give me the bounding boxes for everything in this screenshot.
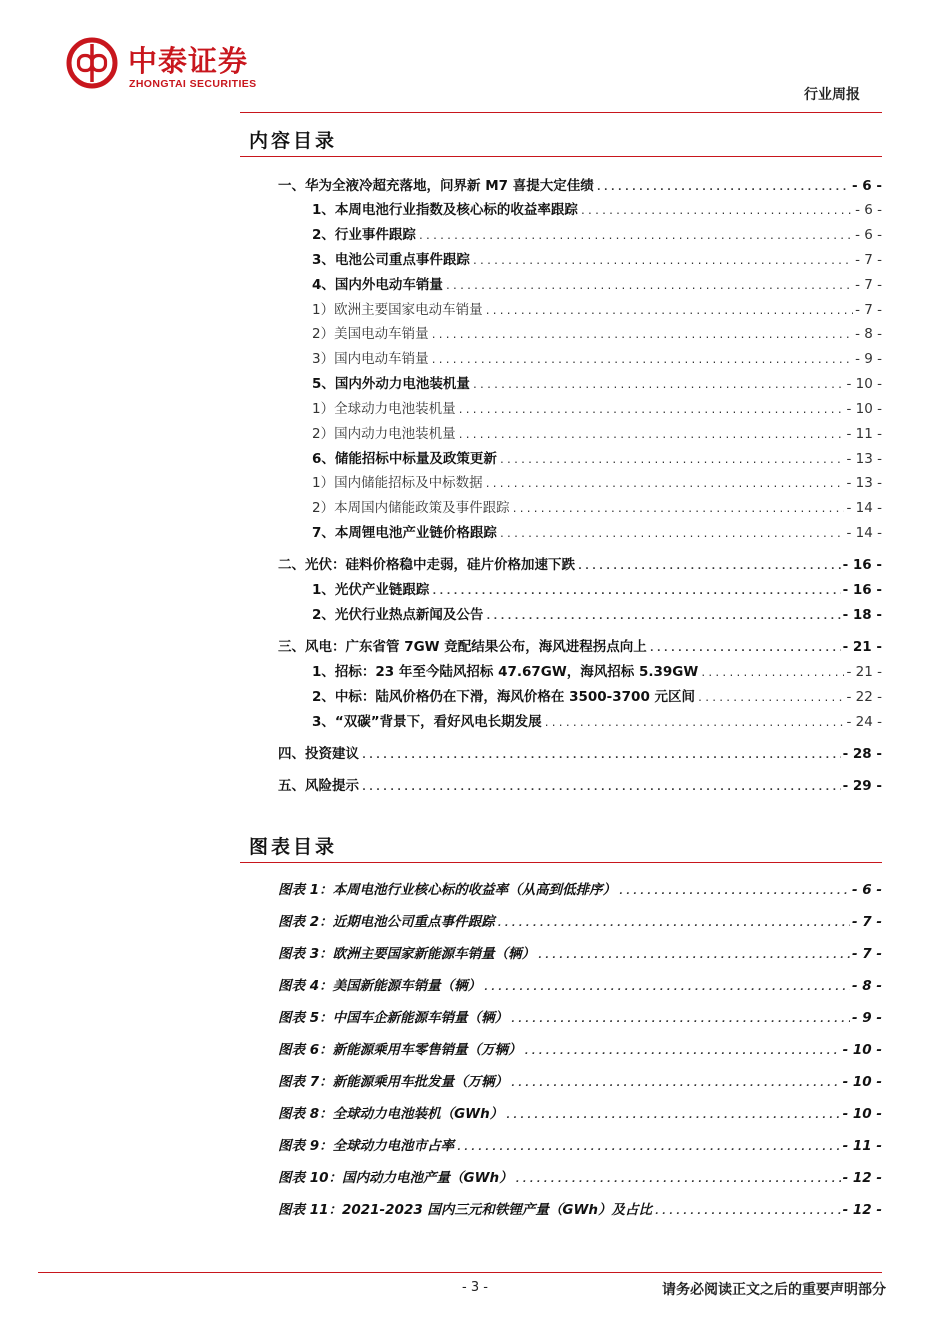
- toc-entry[interactable]: 1、本周电池行业指数及核心标的收益率跟踪 ..... - 6 -: [312, 198, 882, 218]
- header-divider: [240, 112, 882, 113]
- figure-entry[interactable]: 图表 5：中国车企新能源车销量（辆） ..... - 9 -: [278, 1006, 882, 1026]
- toc-entry[interactable]: 1、光伏产业链跟踪 ..... - 16 -: [312, 578, 882, 598]
- figure-entry[interactable]: 图表 9：全球动力电池市占率 ..... - 11 -: [278, 1134, 882, 1154]
- company-logo: [66, 33, 296, 93]
- toc-entry[interactable]: 2、光伏行业热点新闻及公告 ..... - 18 -: [312, 603, 882, 623]
- toc-title: 内容目录: [249, 130, 338, 152]
- figure-entry[interactable]: 图表 10：国内动力电池产量（GWh） ..... - 12 -: [278, 1166, 882, 1186]
- toc-entry[interactable]: 二、光伏：硅料价格稳中走弱，硅片价格加速下跌 ..... - 16 -: [278, 553, 882, 573]
- toc-entry[interactable]: 4、国内外电动车销量 ..... - 7 -: [312, 273, 882, 293]
- footer-disclaimer: 请务必阅读正文之后的重要声明部分: [662, 1282, 886, 1298]
- toc-entry[interactable]: 3）国内电动车销量 ..... - 9 -: [312, 347, 882, 367]
- toc-entry[interactable]: 2、中标：陆风价格仍在下滑，海风价格在 3500-3700 元区间 ..... - 22 -: [312, 685, 882, 705]
- toc-entry[interactable]: 2）国内动力电池装机量 ..... - 11 -: [312, 422, 882, 442]
- figure-entry[interactable]: 图表 3：欧洲主要国家新能源车销量（辆） ..... - 7 -: [278, 942, 882, 962]
- toc-entry[interactable]: 2）本周国内储能政策及事件跟踪 ..... - 14 -: [312, 496, 882, 516]
- toc-entry[interactable]: 1）国内储能招标及中标数据 ..... - 13 -: [312, 471, 882, 491]
- toc-entry[interactable]: 3、“双碳”背景下，看好风电长期发展 ..... - 24 -: [312, 710, 882, 730]
- toc-entry[interactable]: 1）全球动力电池装机量 ..... - 10 -: [312, 397, 882, 417]
- toc-entry[interactable]: 7、本周锂电池产业链价格跟踪 ..... - 14 -: [312, 521, 882, 541]
- toc-entry[interactable]: 五、风险提示 ..... - 29 -: [278, 774, 882, 794]
- toc-entry[interactable]: 3、电池公司重点事件跟踪 ..... - 7 -: [312, 248, 882, 268]
- toc-entry[interactable]: 2）美国电动车销量 ..... - 8 -: [312, 322, 882, 342]
- toc-entry[interactable]: 6、储能招标中标量及政策更新 ..... - 13 -: [312, 447, 882, 467]
- footer-divider: [38, 1272, 882, 1273]
- figure-entry[interactable]: 图表 11：2021-2023 国内三元和铁锂产量（GWh）及占比 ..... - 12 -: [278, 1198, 882, 1218]
- report-type: 行业周报: [804, 87, 860, 103]
- figure-entry[interactable]: 图表 4：美国新能源车销量（辆） ..... - 8 -: [278, 974, 882, 994]
- figures-title: 图表目录: [249, 836, 338, 858]
- logo-english-name: ZHONGTAI SECURITIES: [129, 78, 257, 90]
- toc-entry[interactable]: 2、行业事件跟踪 ..... - 6 -: [312, 223, 882, 243]
- toc-entry[interactable]: 四、投资建议 ..... - 28 -: [278, 742, 882, 762]
- figures-title-divider: [240, 862, 882, 863]
- figure-entry[interactable]: 图表 2：近期电池公司重点事件跟踪 ..... - 7 -: [278, 910, 882, 930]
- figure-entry[interactable]: 图表 1：本周电池行业核心标的收益率（从高到低排序） ..... - 6 -: [278, 878, 882, 898]
- toc-entry[interactable]: 5、国内外动力电池装机量 ..... - 10 -: [312, 372, 882, 392]
- page-number: - 3 -: [462, 1280, 488, 1295]
- toc-title-divider: [240, 156, 882, 157]
- figure-entry[interactable]: 图表 8：全球动力电池装机（GWh） ..... - 10 -: [278, 1102, 882, 1122]
- figure-entry[interactable]: 图表 6：新能源乘用车零售销量（万辆） ..... - 10 -: [278, 1038, 882, 1058]
- figure-entry[interactable]: 图表 7：新能源乘用车批发量（万辆） ..... - 10 -: [278, 1070, 882, 1090]
- toc-entry[interactable]: 1、招标：23 年至今陆风招标 47.67GW，海风招标 5.39GW ..... - 21 -: [312, 660, 882, 680]
- zhongtai-logo-icon: [66, 37, 118, 89]
- toc-entry[interactable]: 三、风电：广东省管 7GW 竞配结果公布，海风进程拐点向上 ..... - 21 -: [278, 635, 882, 655]
- logo-chinese-name: 中泰证券: [128, 44, 249, 78]
- toc-entry[interactable]: 1）欧洲主要国家电动车销量 ..... - 7 -: [312, 298, 882, 318]
- toc-entry[interactable]: 一、华为全液冷超充落地，问界新 M7 喜提大定佳绩 ..... - 6 -: [278, 174, 882, 194]
